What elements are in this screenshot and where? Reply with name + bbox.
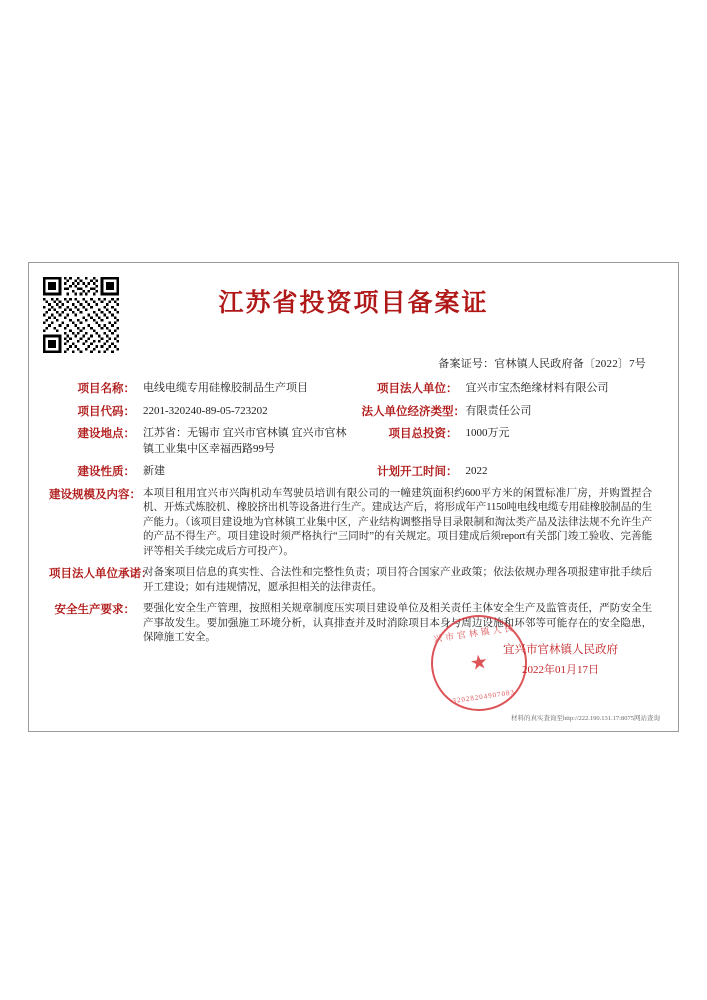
row-project-code xyxy=(29,404,678,421)
seal-arc-top-text: 兴市官林镇人民 xyxy=(432,622,518,645)
field-legal-entity xyxy=(354,381,679,398)
page-title: 江苏省投资项目备案证 xyxy=(218,288,489,317)
row-construction-type xyxy=(29,464,678,481)
planned-start-label: 计划开工时间： xyxy=(377,466,458,479)
safety-label: 安全生产要求： xyxy=(54,604,135,617)
seal-arc-bottom-text: 32028204907083 xyxy=(451,688,516,706)
commitment-value: 对备案项目信息的真实性、合法性和完整性负责；项目符合国家产业政策；依法依规办理各项报建审批手续后开工建设；如有违规情况，愿承担相关的法律责任。 xyxy=(143,567,652,593)
site-value: 江苏省：无锡市 宜兴市官林镇 宜兴市官林镇工业集中区幸福西路99号 xyxy=(143,427,347,456)
project-name-label: 项目名称： xyxy=(77,383,135,395)
construction-type-label: 建设性质： xyxy=(77,466,135,479)
safety-value: 要强化安全生产管理，按照相关规章制度压实项目建设单位及相关责任主体安全生产及监管责任，严防安全生产事故发生。要加强施工环境分析，认真排查并及时消除项目本身与周边设施和环邻等可能存在的安全隐患，保障施工安全。 xyxy=(143,603,652,644)
fields-grid xyxy=(29,381,678,653)
entity-economic-type-value: 有限责任公司 xyxy=(465,404,532,417)
site-label: 建设地点： xyxy=(77,428,135,441)
field-safety xyxy=(29,602,678,645)
record-number: 备案证号：官林镇人民政府备〔2022〕7号 xyxy=(438,358,646,370)
field-construction-type xyxy=(29,464,354,481)
issuer-block xyxy=(503,641,618,679)
verification-note: 材料的真实查询至http://222.190.131.17:8075网站查询 xyxy=(511,715,660,722)
row-project-name xyxy=(29,381,678,398)
scale-label: 建设规模及内容： xyxy=(49,488,141,501)
scale-value: 本项目租用宜兴市兴陶机动车驾驶员培训有限公司的一幢建筑面积约600平方米的闲置标准厂房，并购置捏合机、开炼式炼胶机、橡胶挤出机等设备进行生产。建成达产后，将形成年产1150吨电线电缆专用硅橡胶制品的生产能力。（该项目建设地为官林镇工业集中区，产业结构调整指导目录限制和淘汰类产品及法律法规不允许生产的产品不得生产。项目建设时须严格执行“三同时”的有关规定。项目建成后须report有关部门竣工验收、完善能评等相关手续完成后方可投产）。 xyxy=(143,487,653,557)
field-project-code xyxy=(29,404,354,421)
field-scale xyxy=(29,487,678,559)
legal-entity-label: 项目法人单位： xyxy=(377,383,458,395)
construction-type-value: 新建 xyxy=(143,465,165,478)
field-commitment xyxy=(29,566,678,595)
issuer-name: 宜兴市官林镇人民政府 xyxy=(503,644,618,656)
field-total-investment xyxy=(354,426,679,458)
total-investment-value: 1000万元 xyxy=(465,427,510,440)
field-entity-economic-type xyxy=(354,404,679,421)
issuer-date: 2022年01月17日 xyxy=(522,663,599,676)
field-site xyxy=(29,426,354,458)
row-site xyxy=(29,426,678,458)
seal-star-icon: ★ xyxy=(468,650,490,676)
project-code-label: 项目代码： xyxy=(77,405,135,418)
project-code-value: 2201-320240-89-05-723202 xyxy=(143,404,268,417)
commitment-label: 项目法人单位承诺： xyxy=(49,568,153,581)
legal-entity-value: 宜兴市宝杰绝缘材料有限公司 xyxy=(465,382,609,394)
total-investment-label: 项目总投资： xyxy=(388,428,458,441)
planned-start-value: 2022 xyxy=(465,465,488,478)
project-name-value: 电线电缆专用硅橡胶制品生产项目 xyxy=(143,382,308,394)
entity-economic-type-label: 法人单位经济类型： xyxy=(361,405,465,418)
field-planned-start xyxy=(354,464,679,481)
certificate-card xyxy=(28,262,679,732)
field-project-name xyxy=(29,381,354,398)
